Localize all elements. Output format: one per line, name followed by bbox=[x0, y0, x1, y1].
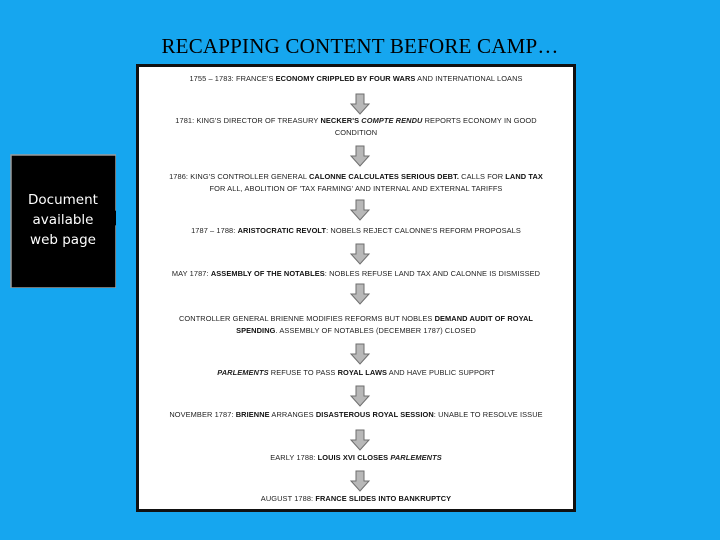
down-arrow-icon bbox=[349, 429, 371, 451]
timeline-document bbox=[136, 64, 576, 512]
down-arrow-icon bbox=[349, 93, 371, 115]
down-arrow-icon bbox=[349, 145, 371, 167]
timeline-step: NOVEMBER 1787: BRIENNE ARRANGES DISASTEROUS ROYAL SESSION: UNABLE TO RESOLVE ISSUE bbox=[169, 410, 543, 419]
down-arrow-icon bbox=[349, 199, 371, 221]
down-arrow-icon bbox=[349, 343, 371, 365]
down-arrow-icon bbox=[349, 385, 371, 407]
callout-text bbox=[12, 190, 114, 250]
down-arrow-icon bbox=[349, 283, 371, 305]
down-arrow-icon bbox=[349, 470, 371, 492]
timeline-step: CONTROLLER GENERAL BRIENNE MODIFIES REFORMS BUT NOBLES DEMAND AUDIT OF ROYAL SPENDING. ASSEMBLY OF NOTABLES (DECEMBER 1787) CLOSED bbox=[178, 314, 534, 335]
down-arrow-icon bbox=[349, 243, 371, 265]
timeline-step: MAY 1787: ASSEMBLY OF THE NOTABLES: NOBLES REFUSE LAND TAX AND CALONNE IS DISMISSED bbox=[171, 269, 541, 278]
slide-title: RECAPPING CONTENT BEFORE CAMP… bbox=[161, 34, 559, 58]
timeline-step: 1781: KING'S DIRECTOR OF TREASURY NECKER'S COMPTE RENDU REPORTS ECONOMY IN GOOD CONDITION bbox=[175, 116, 537, 137]
timeline-step: AUGUST 1788: FRANCE SLIDES INTO BANKRUPTCY bbox=[260, 494, 452, 503]
timeline-step: 1755 – 1783: FRANCE'S ECONOMY CRIPPLED BY FOUR WARS AND INTERNATIONAL LOANS bbox=[189, 74, 523, 83]
callout-line-2: available bbox=[32, 212, 94, 228]
callout-line-1: Document bbox=[28, 192, 98, 208]
timeline-step: EARLY 1788: LOUIS XVI CLOSES PARLEMENTS bbox=[270, 453, 442, 462]
timeline-step: PARLEMENTS REFUSE TO PASS ROYAL LAWS AND HAVE PUBLIC SUPPORT bbox=[217, 368, 495, 377]
callout-line-3: web page bbox=[30, 232, 96, 248]
timeline-step: 1786: KING'S CONTROLLER GENERAL CALONNE CALCULATES SERIOUS DEBT. CALLS FOR LAND TAX FOR ALL, ABOLITION OF 'TAX FARMING' AND INTERNAL AND EXTERNAL TARIFFS bbox=[169, 172, 543, 193]
timeline-step: 1787 – 1788: ARISTOCRATIC REVOLT: NOBELS REJECT CALONNE'S REFORM PROPOSALS bbox=[191, 226, 521, 235]
